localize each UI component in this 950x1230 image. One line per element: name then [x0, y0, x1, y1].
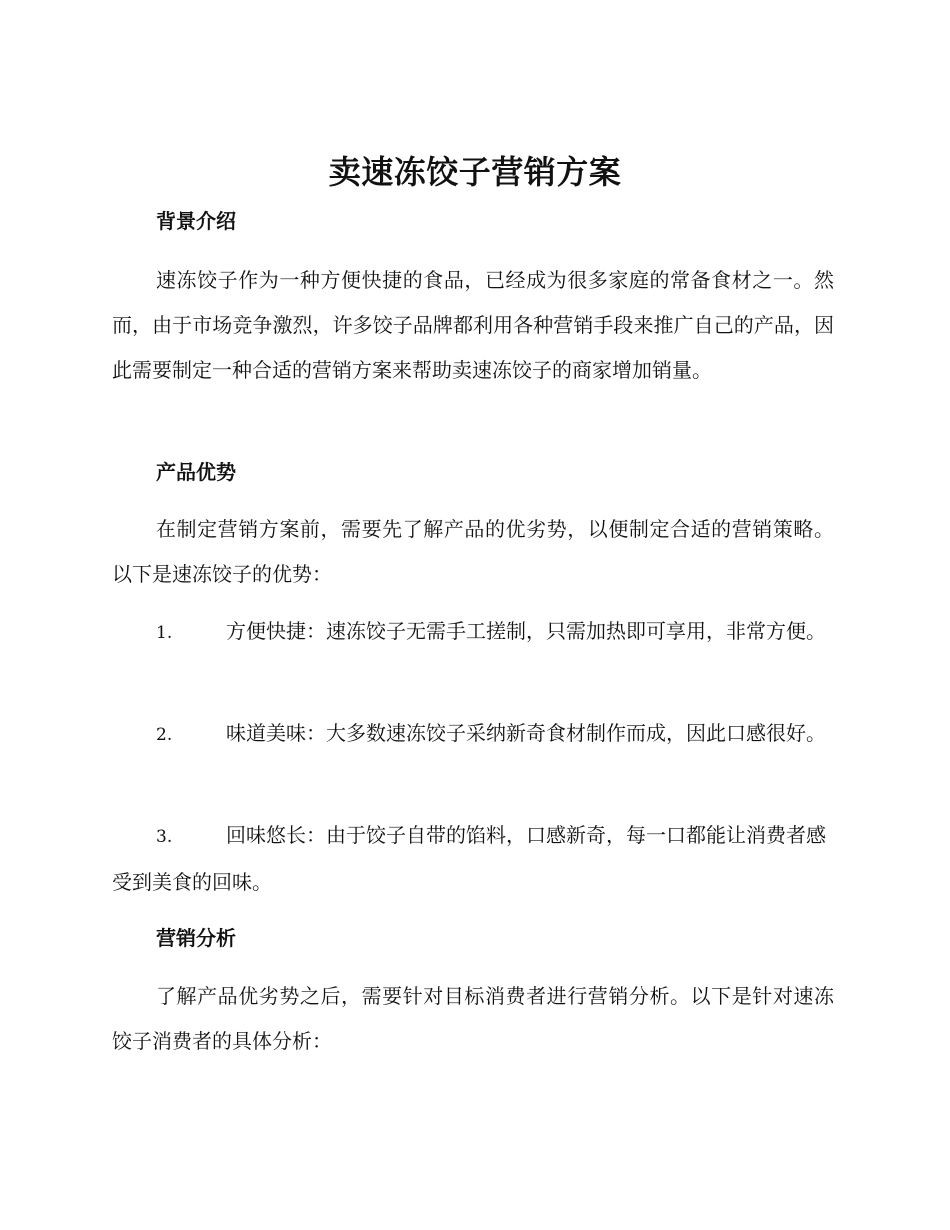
list-item-text: 味道美味：大多数速冻饺子采纳新奇食材制作而成，因此口感很好。	[226, 721, 826, 745]
background-paragraph: 速冻饺子作为一种方便快捷的食品，已经成为很多家庭的常备食材之一。然而，由于市场竞争激烈，许多饺子品牌都利用各种营销手段来推广自己的产品，因此需要制定一种合适的营销方案来帮助卖速冻饺子的商家增加销量。	[112, 268, 834, 382]
list-item-number: 2.	[156, 725, 173, 745]
section-heading-marketing-analysis: 营销分析	[156, 926, 236, 950]
list-item-number: 3.	[156, 827, 173, 847]
document-title: 卖速冻饺子营销方案	[328, 153, 622, 191]
marketing-analysis-paragraph: 了解产品优劣势之后，需要针对目标消费者进行营销分析。以下是针对速冻饺子消费者的具体分析：	[112, 984, 834, 1053]
list-item-number: 1.	[156, 623, 173, 643]
advantages-paragraph: 在制定营销方案前，需要先了解产品的优劣势，以便制定合适的营销策略。以下是速冻饺子的优势：	[112, 517, 834, 586]
section-heading-advantages: 产品优势	[156, 460, 236, 484]
section-heading-background: 背景介绍	[156, 209, 236, 233]
advantage-list-item	[112, 711, 834, 758]
advantage-list-item	[112, 609, 834, 656]
list-item-text: 方便快捷：速冻饺子无需手工搓制，只需加热即可享用，非常方便。	[226, 619, 826, 643]
list-item-text: 回味悠长：由于饺子自带的馅料，口感新奇，每一口都能让消费者感受到美食的回味。	[112, 823, 826, 894]
advantage-list-item	[112, 813, 834, 905]
